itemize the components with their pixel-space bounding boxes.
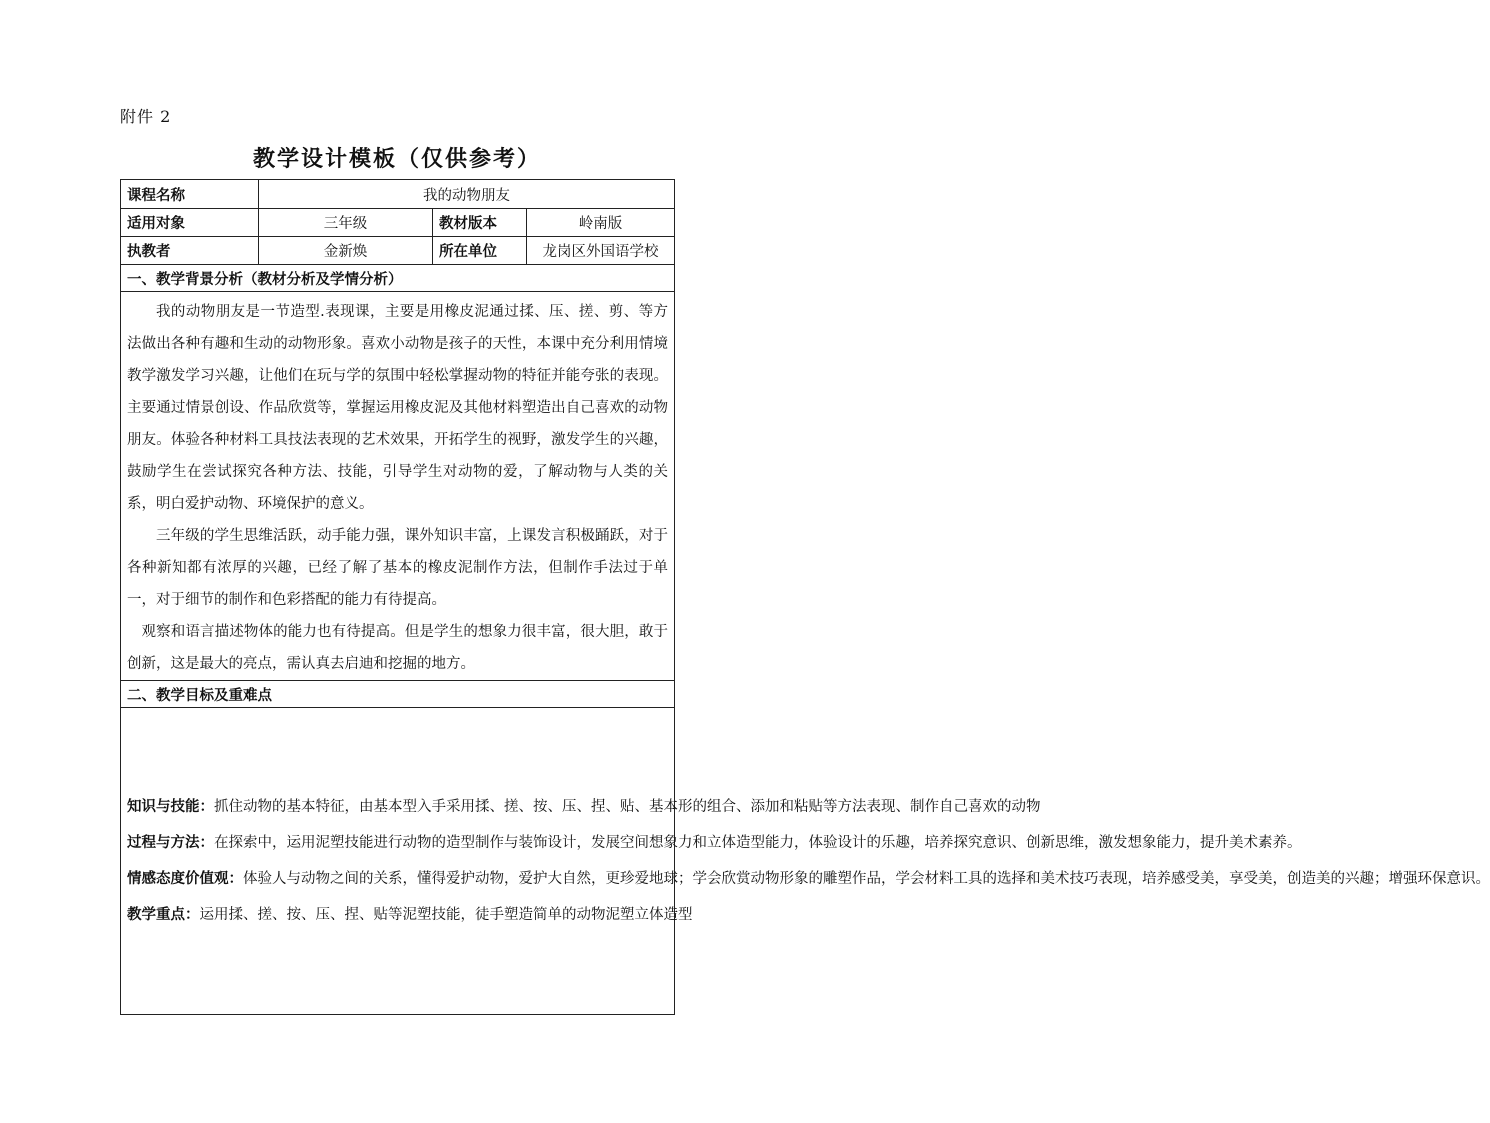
- section1-body: [121, 292, 675, 681]
- objective-label: 教学重点：: [127, 906, 200, 923]
- objective-text: 运用揉、搓、按、压、捏、贴等泥塑技能，徒手塑造简单的动物泥塑立体造型: [199, 907, 693, 923]
- section2-body: [121, 708, 1490, 1015]
- teaching-focus: [127, 899, 693, 931]
- edition-value: 岭南版: [527, 209, 675, 237]
- attachment-label: 附件 2: [120, 107, 172, 126]
- course-row: [121, 180, 675, 209]
- school-label: 所在单位: [433, 237, 527, 265]
- teacher-label: 执教者: [121, 237, 259, 265]
- teacher-row: [121, 237, 675, 265]
- section2-body-row: [121, 708, 675, 1015]
- objective-text: 抓住动物的基本特征，由基本型入手采用揉、搓、按、压、捏、贴、基本形的组合、添加和粘贴等方法表现、制作自己喜欢的动物: [214, 799, 1041, 815]
- objective-text: 体验人与动物之间的关系，懂得爱护动物，爱护大自然，更珍爱地球；学会欣赏动物形象的雕塑作品，学会材料工具的选择和美术技巧表现，培养感受美，享受美，创造美的兴趣；增强环保意识。: [243, 871, 1490, 887]
- course-name-value: 我的动物朋友: [259, 180, 675, 209]
- background-paragraph: 三年级的学生思维活跃，动手能力强，课外知识丰富，上课发言积极踊跃，对于各种新知都有浓厚的兴趣，已经了解了基本的橡皮泥制作方法，但制作手法过于单一，对于细节的制作和色彩搭配的能力有待提高。: [127, 528, 669, 608]
- teacher-value: 金新焕: [259, 237, 433, 265]
- audience-row: [121, 209, 675, 237]
- objective-label: 知识与技能：: [127, 798, 214, 815]
- audience-label: 适用对象: [121, 209, 259, 237]
- section2-heading: 二、教学目标及重难点: [121, 681, 675, 708]
- lesson-design-table: [120, 179, 1490, 1015]
- objective-knowledge: [127, 791, 1041, 823]
- page-title: 教学设计模板（仅供参考）: [252, 146, 541, 172]
- section1-heading: 一、教学背景分析（教材分析及学情分析）: [121, 265, 675, 292]
- audience-value: 三年级: [259, 209, 433, 237]
- objective-attitude: [127, 863, 1490, 895]
- objective-process: [127, 827, 1302, 859]
- background-paragraph: 我的动物朋友是一节造型.表现课，主要是用橡皮泥通过揉、压、搓、剪、等方法做出各种有趣和生动的动物形象。喜欢小动物是孩子的天性，本课中充分利用情境教学激发学习兴趣，让他们在玩与学的氛围中轻松掌握动物的特征并能夸张的表现。主要通过情景创设、作品欣赏等，掌握运用橡皮泥及其他材料塑造出自己喜欢的动物朋友。体验各种材料工具技法表现的艺术效果，开拓学生的视野，激发学生的兴趣，鼓励学生在尝试探究各种方法、技能，引导学生对动物的爱，了解动物与人类的关系，明白爱护动物、环境保护的意义。: [127, 304, 669, 512]
- section1-body-row: [121, 292, 675, 681]
- section2-heading-row: [121, 681, 675, 708]
- edition-label: 教材版本: [433, 209, 527, 237]
- objective-label: 情感态度价值观：: [127, 870, 243, 887]
- objective-text: 在探索中，运用泥塑技能进行动物的造型制作与装饰设计，发展空间想象力和立体造型能力，体验设计的乐趣，培养探究意识、创新思维，激发想象能力，提升美术素养。: [214, 835, 1302, 851]
- background-paragraph: 观察和语言描述物体的能力也有待提高。但是学生的想象力很丰富，很大胆，敢于创新，这是最大的亮点，需认真去启迪和挖掘的地方。: [127, 624, 669, 672]
- course-name-label: 课程名称: [121, 180, 259, 209]
- objective-label: 过程与方法：: [127, 834, 214, 851]
- school-value: 龙岗区外国语学校: [527, 237, 675, 265]
- section1-heading-row: [121, 265, 675, 292]
